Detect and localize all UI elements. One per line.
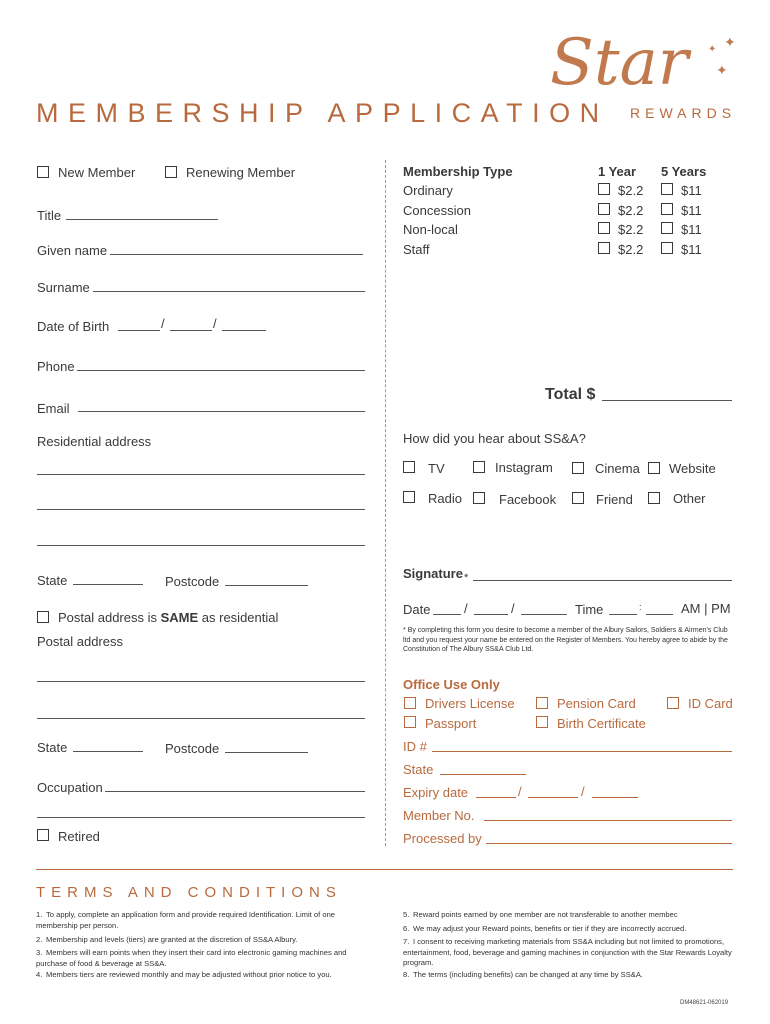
- postal-address-line-2[interactable]: [37, 718, 365, 719]
- terms-text: The terms (including benefits) can be changed at any time by SS&A.: [413, 970, 644, 979]
- postal-state-field[interactable]: [73, 751, 143, 752]
- one-year-checkbox[interactable]: [598, 222, 610, 234]
- terms-item: [403, 970, 733, 981]
- renewing-member-label: Renewing Member: [186, 165, 296, 180]
- terms-number: 2.: [36, 935, 43, 944]
- membership-type-label: Ordinary: [403, 183, 453, 198]
- hear-radio-checkbox[interactable]: [403, 491, 415, 503]
- hear-cinema-checkbox[interactable]: [572, 462, 584, 474]
- expiry-day-field[interactable]: [476, 797, 516, 798]
- new-member-checkbox[interactable]: [37, 166, 49, 178]
- terms-number: 3.: [36, 948, 43, 957]
- sparkle-icon: ✦: [724, 34, 736, 50]
- postal-postcode-field[interactable]: [225, 752, 308, 753]
- membership-type-label: Concession: [403, 203, 471, 218]
- office-option-label: Birth Certificate: [557, 716, 646, 731]
- five-years-checkbox[interactable]: [661, 242, 673, 254]
- expiry-date-label: Expiry date: [403, 785, 469, 800]
- five-years-checkbox[interactable]: [661, 203, 673, 215]
- email-label: Email: [37, 401, 70, 416]
- hear-option-label: TV: [428, 461, 445, 476]
- am-pm-label: AM | PM: [681, 601, 731, 616]
- total-field[interactable]: [602, 400, 732, 401]
- dob-separator: /: [161, 316, 165, 331]
- title-label: Title: [37, 208, 62, 223]
- dob-day-field[interactable]: [118, 330, 160, 331]
- date-month-field[interactable]: [474, 614, 508, 615]
- terms-item: [403, 924, 733, 935]
- dob-year-field[interactable]: [222, 330, 266, 331]
- column-divider: [385, 160, 386, 846]
- surname-field[interactable]: [93, 291, 365, 292]
- terms-text: Membership and levels (tiers) are granted at the discretion of SS&A Albury.: [46, 935, 298, 944]
- date-label: Date: [403, 602, 431, 617]
- terms-text: To apply, complete an application form and provide required Identification. Limit of one membership per person.: [36, 910, 336, 930]
- phone-label: Phone: [37, 359, 75, 374]
- terms-text: Members tiers are reviewed monthly and may be adjusted without prior notice to you.: [46, 970, 332, 979]
- date-day-field[interactable]: [433, 614, 461, 615]
- pension-card-checkbox[interactable]: [536, 697, 548, 709]
- time-colon: :: [639, 602, 642, 612]
- office-state-field[interactable]: [440, 774, 526, 775]
- postal-same-checkbox[interactable]: [37, 611, 49, 623]
- postal-address-label: Postal address: [37, 634, 123, 649]
- terms-text: I consent to receiving marketing materials from SS&A including but not limited to promotions, entertainment, food, beverage and gaming machines in conjunction with the Star Rewards Loyalty program.: [403, 937, 732, 967]
- fine-print-text: By completing this form you desire to become a member of the Albury Sailors, Soldiers & Airmen's Club ltd and you request your name be entered on the Register of Members. You hereby agree to abide by the Constitution of The Albury SS&A Club Ltd.: [403, 627, 728, 653]
- renewing-member-checkbox[interactable]: [165, 166, 177, 178]
- member-no-label: Member No.: [403, 808, 475, 823]
- terms-item: [36, 910, 356, 931]
- signature-field[interactable]: [473, 580, 732, 581]
- signature-asterisk: *: [464, 572, 469, 584]
- hear-other-checkbox[interactable]: [648, 492, 660, 504]
- retired-checkbox[interactable]: [37, 829, 49, 841]
- page-title: MEMBERSHIP APPLICATION: [36, 98, 609, 128]
- form-code: DM48621-062019: [680, 1000, 729, 1006]
- occupation-field-line-2[interactable]: [37, 817, 365, 818]
- fine-print-asterisk: *: [403, 627, 406, 634]
- one-year-price: $2.2: [618, 242, 644, 257]
- email-field[interactable]: [78, 411, 365, 412]
- drivers-license-checkbox[interactable]: [404, 697, 416, 709]
- office-state-label: State: [403, 762, 434, 777]
- postal-same-label: [58, 610, 278, 625]
- signature-fine-print: [403, 626, 733, 655]
- given-name-field[interactable]: [110, 254, 363, 255]
- terms-text: Reward points earned by one member are not transferable to another membec: [413, 910, 678, 919]
- one-year-header: 1 Year: [598, 164, 637, 179]
- terms-divider: [36, 869, 733, 870]
- date-year-field[interactable]: [521, 614, 567, 615]
- birth-certificate-checkbox[interactable]: [536, 716, 548, 728]
- phone-field[interactable]: [77, 370, 365, 371]
- office-option-label: Drivers License: [425, 696, 515, 711]
- one-year-price: $2.2: [618, 203, 644, 218]
- title-field[interactable]: [66, 219, 218, 220]
- hear-question: How did you hear about SS&A?: [403, 431, 586, 446]
- surname-label: Surname: [37, 280, 90, 295]
- one-year-price: $2.2: [618, 222, 644, 237]
- office-option-label: ID Card: [688, 696, 733, 711]
- terms-number: 1.: [36, 910, 43, 919]
- expiry-separator: /: [581, 784, 585, 799]
- hear-option-label: Facebook: [499, 492, 557, 507]
- time-minute-field[interactable]: [646, 614, 673, 615]
- new-member-label: New Member: [58, 165, 136, 180]
- terms-number: 4.: [36, 970, 43, 979]
- office-option-label: Pension Card: [557, 696, 636, 711]
- hear-friend-checkbox[interactable]: [572, 492, 584, 504]
- logo-script: Star: [550, 26, 689, 100]
- id-card-checkbox[interactable]: [667, 697, 679, 709]
- state-label: State: [37, 573, 68, 588]
- office-use-title: Office Use Only: [403, 677, 500, 692]
- given-name-label: Given name: [37, 243, 108, 258]
- five-years-price: $11: [681, 203, 702, 218]
- five-years-price: $11: [681, 242, 702, 257]
- total-label: Total $: [545, 386, 596, 403]
- terms-item: [36, 935, 356, 946]
- terms-number: 8.: [403, 970, 410, 979]
- postal-same-prefix: Postal address is: [58, 610, 161, 625]
- membership-type-header: Membership Type: [403, 164, 513, 179]
- dob-month-field[interactable]: [170, 330, 212, 331]
- hear-facebook-checkbox[interactable]: [473, 492, 485, 504]
- hear-option-label: Friend: [596, 492, 633, 507]
- terms-item: [36, 970, 336, 981]
- sparkle-icon: ✦: [716, 62, 728, 78]
- terms-title: TERMS AND CONDITIONS: [36, 884, 342, 901]
- time-hour-field[interactable]: [609, 614, 637, 615]
- dob-label: Date of Birth: [37, 319, 110, 334]
- time-label: Time: [575, 602, 604, 617]
- date-separator: /: [464, 601, 468, 616]
- residential-address-label: Residential address: [37, 434, 152, 449]
- signature-label: Signature: [403, 566, 463, 581]
- five-years-checkbox[interactable]: [661, 183, 673, 195]
- residential-address-line-1[interactable]: [37, 474, 365, 475]
- occupation-field[interactable]: [105, 791, 365, 792]
- postal-address-line-1[interactable]: [37, 681, 365, 682]
- terms-text: Members will earn points when they insert their card into electronic gaming machines and purchase of food & beverage at SS&A.: [36, 948, 347, 968]
- id-number-field[interactable]: [432, 751, 732, 752]
- residential-address-line-3[interactable]: [37, 545, 365, 546]
- office-option-label: Passport: [425, 716, 477, 731]
- postcode-field[interactable]: [225, 585, 308, 586]
- sparkle-icon: ✦: [708, 44, 717, 55]
- passport-checkbox[interactable]: [404, 716, 416, 728]
- retired-label: Retired: [58, 829, 100, 844]
- hear-option-label: Instagram: [495, 460, 553, 475]
- expiry-separator: /: [518, 784, 522, 799]
- one-year-checkbox[interactable]: [598, 203, 610, 215]
- five-years-header: 5 Years: [661, 164, 707, 179]
- postcode-label: Postcode: [165, 741, 220, 756]
- expiry-year-field[interactable]: [592, 797, 638, 798]
- postal-same-bold: SAME: [160, 610, 199, 625]
- hear-option-label: Cinema: [595, 461, 640, 476]
- postcode-label: Postcode: [165, 574, 220, 589]
- terms-number: 6.: [403, 924, 410, 933]
- terms-item: [36, 948, 356, 969]
- processed-by-field[interactable]: [486, 843, 732, 844]
- state-field[interactable]: [73, 584, 143, 585]
- hear-option-label: Website: [669, 461, 716, 476]
- five-years-checkbox[interactable]: [661, 222, 673, 234]
- five-years-price: $11: [681, 222, 702, 237]
- postal-same-suffix: as residential: [198, 610, 279, 625]
- hear-option-label: Radio: [428, 491, 462, 506]
- date-separator: /: [511, 601, 515, 616]
- hear-instagram-checkbox[interactable]: [473, 461, 485, 473]
- terms-text: We may adjust your Reward points, benefits or tier if they are incorrectly accrued.: [413, 924, 687, 933]
- membership-type-label: Staff: [403, 242, 430, 257]
- five-years-price: $11: [681, 183, 702, 198]
- terms-item: [403, 937, 733, 969]
- hear-tv-checkbox[interactable]: [403, 461, 415, 473]
- one-year-checkbox[interactable]: [598, 242, 610, 254]
- member-no-field[interactable]: [484, 820, 732, 821]
- dob-separator: /: [213, 316, 217, 331]
- occupation-label: Occupation: [37, 780, 103, 795]
- terms-number: 5.: [403, 910, 410, 919]
- id-number-label: ID #: [403, 739, 427, 754]
- hear-website-checkbox[interactable]: [648, 462, 660, 474]
- terms-number: 7.: [403, 937, 410, 946]
- residential-address-line-2[interactable]: [37, 509, 365, 510]
- state-label: State: [37, 740, 68, 755]
- one-year-price: $2.2: [618, 183, 644, 198]
- logo-rewards: REWARDS: [630, 105, 737, 121]
- processed-by-label: Processed by: [403, 831, 482, 846]
- one-year-checkbox[interactable]: [598, 183, 610, 195]
- hear-option-label: Other: [673, 491, 706, 506]
- expiry-month-field[interactable]: [528, 797, 578, 798]
- terms-item: [403, 910, 733, 921]
- membership-type-label: Non-local: [403, 222, 458, 237]
